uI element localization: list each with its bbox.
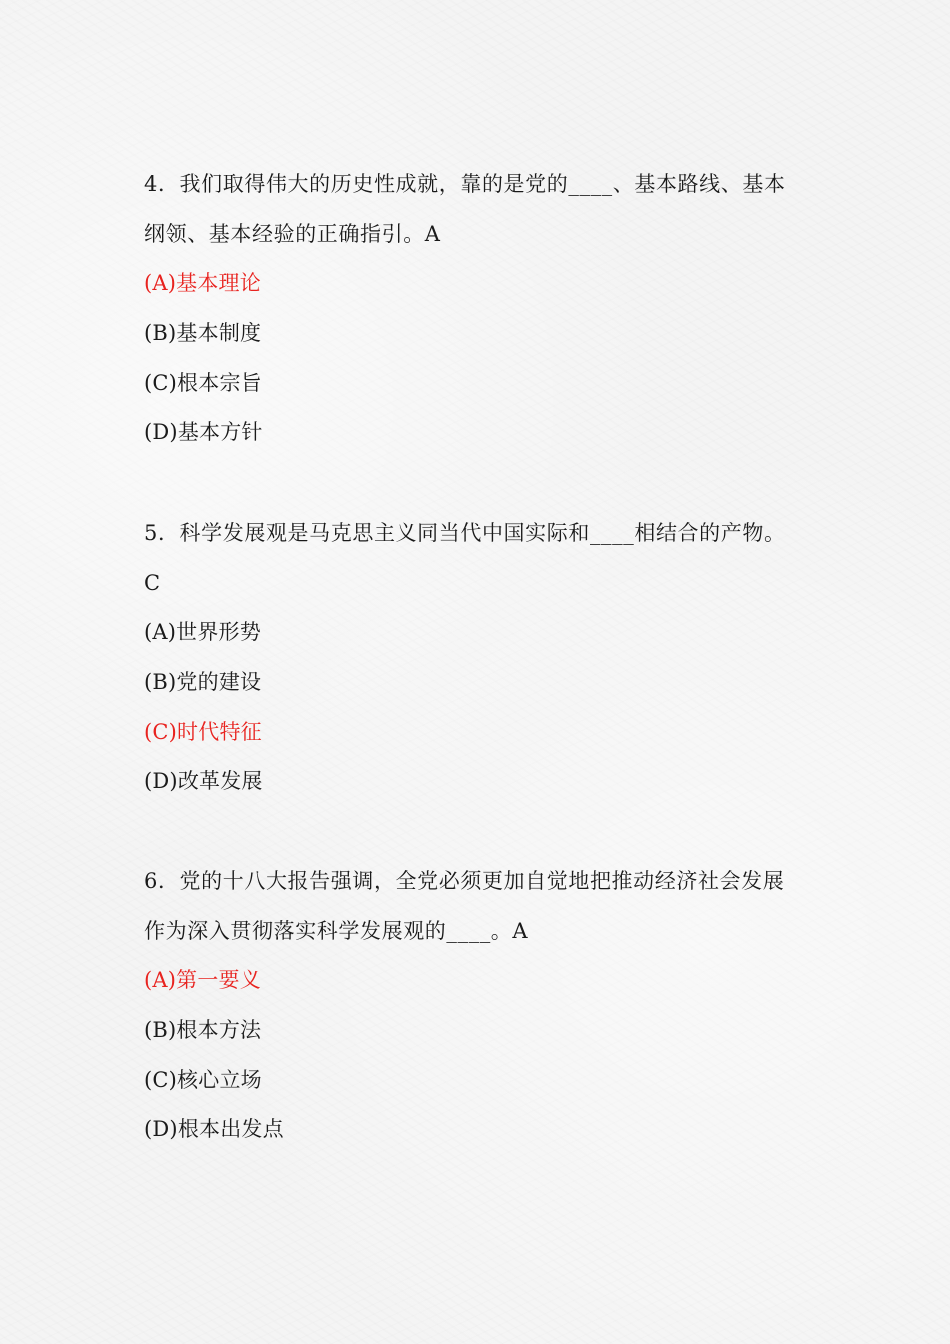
question-stem-line: 6．党的十八大报告强调，全党必须更加自觉地把推动经济社会发展: [144, 869, 785, 893]
question-5: [144, 509, 812, 807]
question-4: [144, 160, 812, 458]
option-a: (A)世界形势: [144, 620, 261, 645]
option-d: (D)基本方针: [144, 420, 263, 445]
option-b: (B)党的建设: [144, 670, 262, 695]
option-d: (D)根本出发点: [144, 1117, 284, 1142]
question-stem-line: 5．科学发展观是马克思主义同当代中国实际和____相结合的产物。: [144, 521, 786, 545]
option-a-correct: (A)基本理论: [144, 271, 261, 296]
question-stem-line: 4．我们取得伟大的历史性成就，靠的是党的____、基本路线、基本: [144, 172, 786, 196]
option-b: (B)根本方法: [144, 1018, 262, 1043]
question-stem-line: 作为深入贯彻落实科学发展观的____。A: [144, 918, 529, 943]
option-a-correct: (A)第一要义: [144, 968, 261, 993]
option-c: (C)根本宗旨: [144, 370, 262, 395]
option-c: (C)核心立场: [144, 1067, 262, 1092]
option-b: (B)基本制度: [144, 321, 262, 346]
question-stem-line: 纲领、基本经验的正确指引。A: [144, 221, 441, 246]
question-6: [144, 857, 812, 1155]
option-d: (D)改革发展: [144, 769, 263, 794]
option-c-correct: (C)时代特征: [144, 719, 262, 744]
question-stem-line: C: [144, 570, 161, 595]
